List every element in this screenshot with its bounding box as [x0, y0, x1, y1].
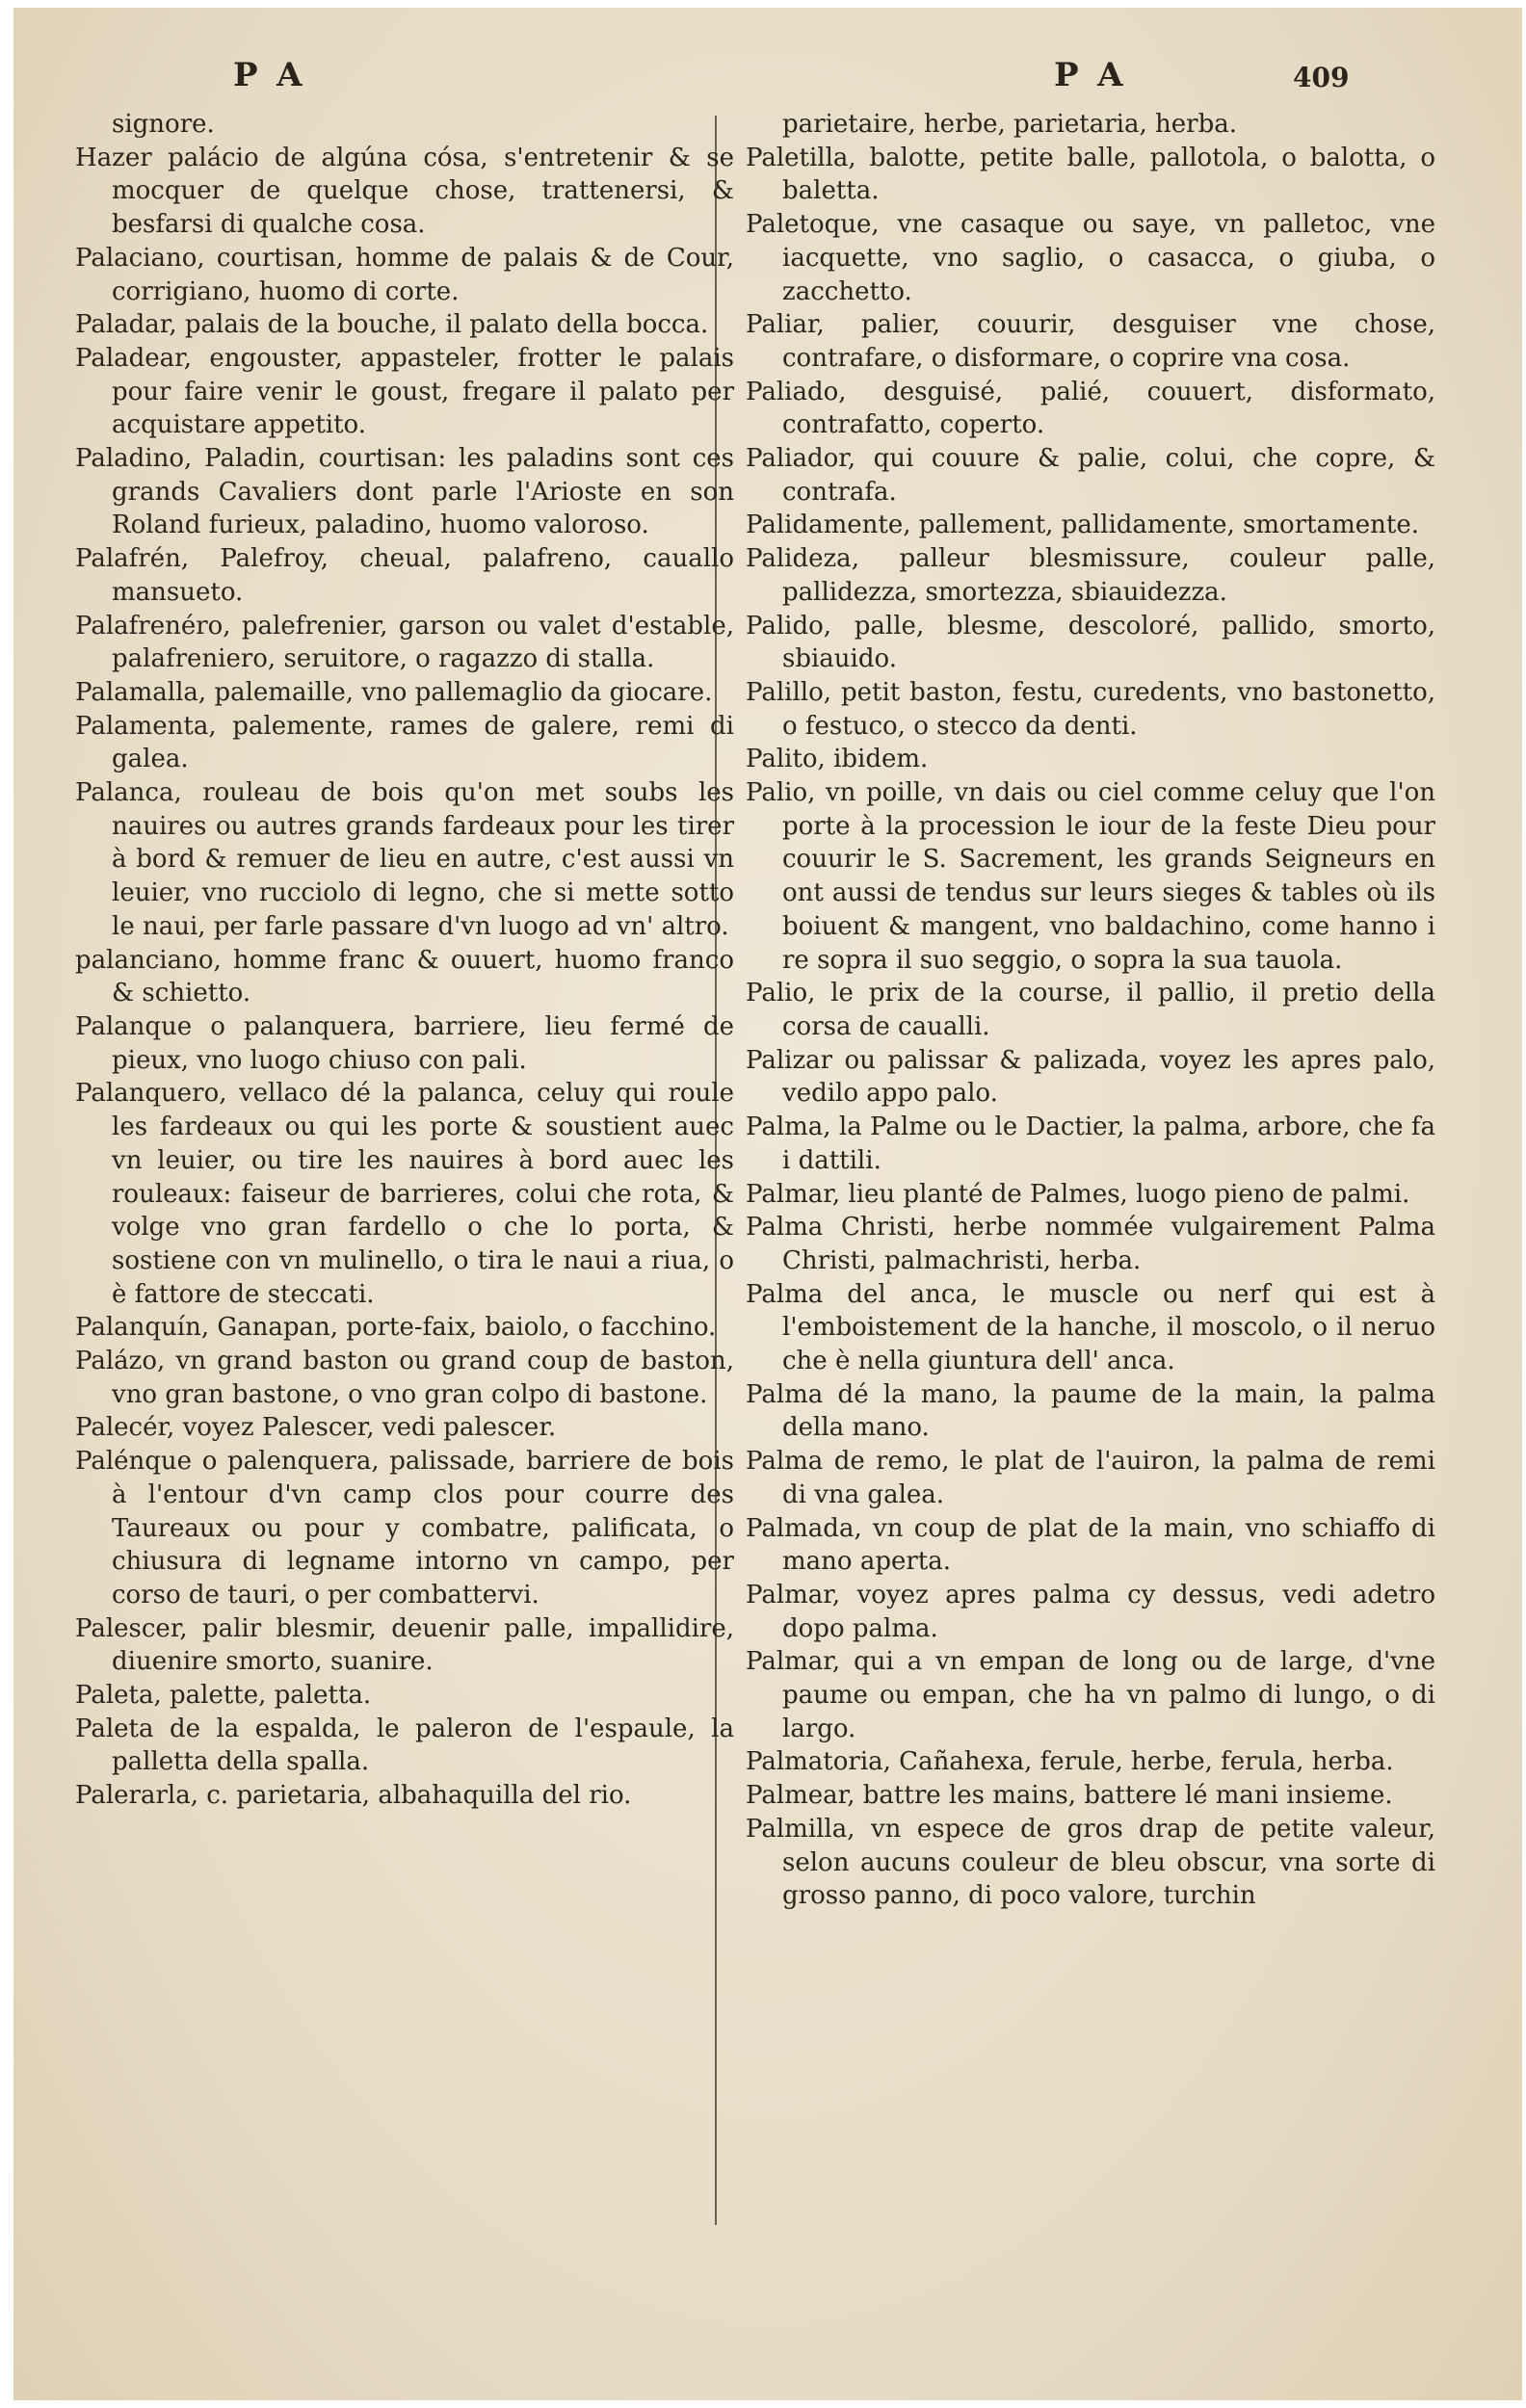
dictionary-entry: Palmear, battre les mains, battere lé mani insieme.: [746, 1781, 1393, 1811]
dictionary-entry: Paladino, Paladin, courtisan: les paladins sont ces grands Cavaliers dont parle l'Arioste en son Roland furieux, paladino, huomo valoroso.: [75, 444, 734, 540]
dictionary-entry: Palmar, qui a vn empan de long ou de large, d'vne paume ou empan, che ha vn palmo di lungo, o di largo.: [746, 1647, 1435, 1743]
dictionary-entry: Paladar, palais de la bouche, il palato della bocca.: [75, 310, 709, 340]
dictionary-entry: Palamenta, palemente, rames de galere, remi di galea.: [75, 711, 734, 774]
dictionary-entry: Palmar, lieu planté de Palmes, luogo pieno de palmi.: [746, 1179, 1410, 1209]
dictionary-entry: Palanque o palanquera, barriere, lieu fermé de pieux, vno luogo chiuso con pali.: [75, 1011, 734, 1075]
dictionary-entry: Palma dé la mano, la paume de la main, la palma della mano.: [746, 1379, 1435, 1443]
dictionary-entry: Hazer palácio de algúna cósa, s'entretenir & se mocquer de quelque chose, trattenersi, & besfarsi di qualche cosa.: [75, 143, 734, 240]
dictionary-entry: Palma Christi, herbe nommée vulgairement Palma Christi, palmachristi, herba.: [746, 1213, 1435, 1275]
dictionary-entry: Palénque o palenquera, palissade, barriere de bois à l'entour d'vn camp clos pour courre des Taureaux ou pour y combatre, palificata, o chiusura di legname intorno vn campo, per corso de tauri, o per combattervi.: [75, 1447, 734, 1610]
dictionary-entry: Palma, la Palme ou le Dactier, la palma, arbore, che fa i dattili.: [746, 1112, 1435, 1175]
dictionary-entry: Paliado, desguisé, palié, couuert, disformato, contrafatto, coperto.: [746, 377, 1435, 440]
dictionary-entry: Palio, le prix de la course, il pallio, il pretio della corsa de caualli.: [746, 979, 1435, 1041]
dictionary-entry: Palito, ibidem.: [746, 745, 929, 774]
dictionary-entry: Paleta de la espalda, le paleron de l'espaule, la palletta della spalla.: [75, 1714, 734, 1777]
dictionary-entry: Palizar ou palissar & palizada, voyez les apres palo, vedilo appo palo.: [746, 1045, 1435, 1109]
dictionary-entry: Palescer, palir blesmir, deuenir palle, impallidire, diuenire smorto, suanire.: [75, 1613, 734, 1677]
running-head-right: PA: [1054, 56, 1144, 94]
left-column: [75, 108, 734, 1813]
dictionary-entry: Palerarla, c. parietaria, albahaquilla del rio.: [75, 1781, 632, 1811]
dictionary-entry: Palanquero, vellaco dé la palanca, celuy qui roule les fardeaux ou qui les porte & soustient auec vn leuier, ou tire les nauires à bord auec les rouleaux: faiseur de barrieres, colui che rota, & volge vno gran fardello o che lo porta, & sostiene con vn mulinello, o tira le naui a riua, o è fattore de steccati.: [75, 1079, 734, 1309]
dictionary-entry: Paliador, qui couure & palie, colui, che copre, & contrafa.: [746, 444, 1435, 507]
dictionary-entry: Paletilla, balotte, petite balle, pallotola, o balotta, o baletta.: [746, 143, 1435, 206]
dictionary-entry: Palecér, voyez Palescer, vedi palescer.: [75, 1413, 557, 1443]
dictionary-entry: Paladear, engouster, appasteler, frotter le palais pour faire venir le goust, fregare il palato per acquistare appetito.: [75, 343, 734, 440]
dictionary-entry: Palmar, voyez apres palma cy dessus, vedi adetro dopo palma.: [746, 1580, 1435, 1643]
page-number: 409: [1293, 62, 1350, 93]
right-column: [746, 108, 1435, 1913]
dictionary-entry: Palido, palle, blesme, descoloré, pallido, smorto, sbiauido.: [746, 611, 1435, 674]
dictionary-entry: Palamalla, palemaille, vno pallemaglio da giocare.: [75, 677, 713, 707]
dictionary-entry: Palmada, vn coup de plat de la main, vno schiaffo di mano aperta.: [746, 1513, 1435, 1577]
dictionary-entry: Palanca, rouleau de bois qu'on met soubs les nauires ou autres grands fardeaux pour les tirer à bord & remuer de lieu en autre, c'est aussi vn leuier, vno rucciolo di legno, che si mette sotto le naui, per farle passare d'vn luogo ad vn' altro.: [75, 778, 734, 941]
dictionary-entry: Palaciano, courtisan, homme de palais & de Cour, corrigiano, huomo di corte.: [75, 243, 734, 306]
dictionary-entry: Palafrén, Palefroy, cheual, palafreno, cauallo mansueto.: [75, 544, 734, 607]
running-head-left: PA: [233, 56, 324, 94]
dictionary-entry: Paleta, palette, paletta.: [75, 1681, 372, 1711]
dictionary-entry: Palmatoria, Cañahexa, ferule, herbe, ferula, herba.: [746, 1747, 1394, 1777]
dictionary-entry: Palio, vn poille, vn dais ou ciel comme celuy que l'on porte à la procession le iour de la feste Dieu pour couurir le S. Sacrement, les grands Seigneurs en ont aussi de tendus sur leurs sieges & tables où ils boiuent & mangent, vno baldachino, come hanno i re sopra il suo seggio, o sopra la sua tauola.: [746, 778, 1435, 975]
dictionary-entry: Paliar, palier, couurir, desguiser vne chose, contrafare, o disformare, o coprire vna cosa.: [746, 310, 1435, 373]
dictionary-entry: palanciano, homme franc & ouuert, huomo franco & schietto.: [75, 945, 734, 1008]
dictionary-entry: Palázo, vn grand baston ou grand coup de baston, vno gran bastone, o vno gran colpo di bastone.: [75, 1347, 734, 1409]
dictionary-entry: signore.: [112, 110, 215, 139]
dictionary-entry: Palidamente, pallement, pallidamente, smortamente.: [746, 510, 1419, 540]
dictionary-entry: Palanquín, Ganapan, porte-faix, baiolo, o facchino.: [75, 1313, 717, 1343]
dictionary-entry: Paletoque, vne casaque ou saye, vn palletoc, vne iacquette, vno saglio, o casacca, o giuba, o zacchetto.: [746, 210, 1435, 306]
dictionary-entry: Palafrenéro, palefrenier, garson ou valet d'estable, palafreniero, seruitore, o ragazzo di stalla.: [75, 611, 734, 674]
dictionary-entry: Palmilla, vn espece de gros drap de petite valeur, selon aucuns couleur de bleu obscur, vna sorte di grosso panno, di poco valore, turchin: [746, 1814, 1435, 1911]
dictionary-entry: Palma del anca, le muscle ou nerf qui est à l'emboistement de la hanche, il moscolo, o il neruo che è nella giuntura dell' anca.: [746, 1279, 1435, 1376]
dictionary-entry: Palideza, palleur blesmissure, couleur palle, pallidezza, smortezza, sbiauidezza.: [746, 544, 1435, 607]
book-page: [13, 8, 1522, 2400]
dictionary-entry: Palma de remo, le plat de l'auiron, la palma de remi di vna galea.: [746, 1447, 1435, 1509]
dictionary-entry: parietaire, herbe, parietaria, herba.: [782, 110, 1237, 139]
dictionary-entry: Palillo, petit baston, festu, curedents, vno bastonetto, o festuco, o stecco da denti.: [746, 677, 1435, 741]
